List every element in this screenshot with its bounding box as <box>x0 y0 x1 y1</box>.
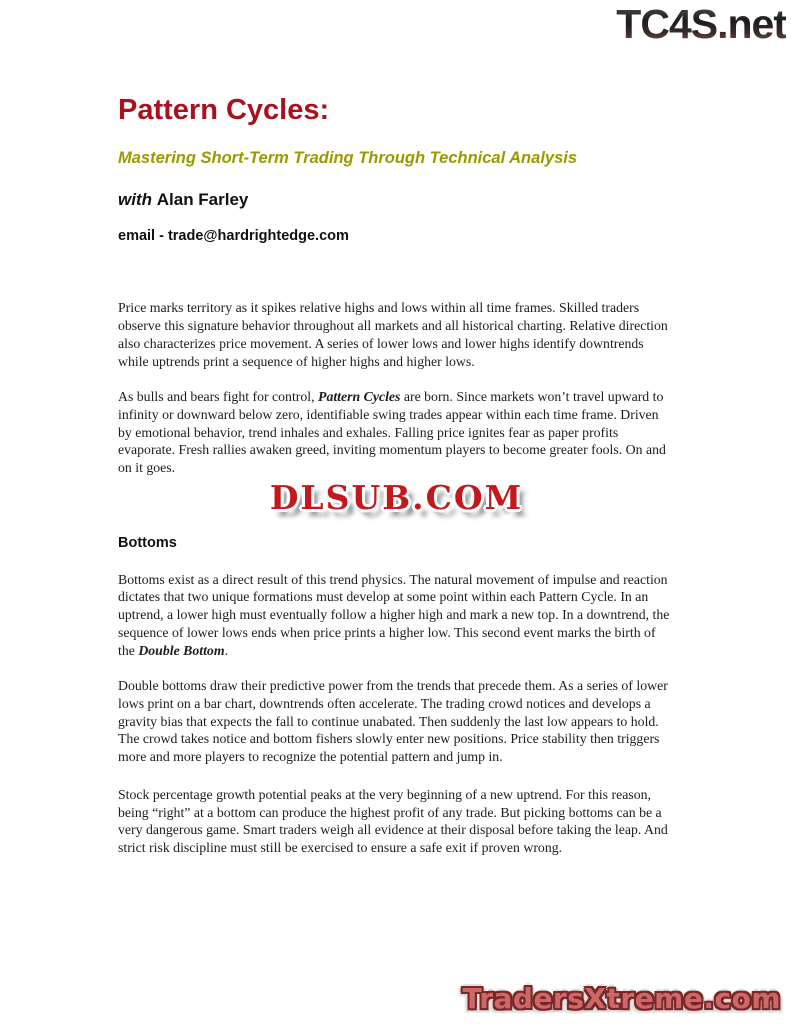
intro-paragraph-1: Price marks territory as it spikes relative highs and lows within all time frames. Skilled traders observe this signature behavior throughout all markets and all historical charting. Relative direction also characterizes price movement. A series of lower lows and lower highs identify downtrends while uptrends print a sequence of higher highs and higher lows. <box>118 300 668 369</box>
dlsub-watermark-badge: DLSUB.COM <box>269 477 524 517</box>
tradersxtreme-watermark-badge: TradersXtreme.com <box>462 982 781 1015</box>
page-title: Pattern Cycles: <box>118 94 330 126</box>
author-byline <box>118 190 675 210</box>
double-bottom-emphasis: Double Bottom <box>138 642 225 658</box>
dlsub-watermark-container <box>118 478 675 524</box>
bottoms-paragraph-1-before: Bottoms exist as a direct result of this trend physics. The natural movement of impulse and reaction dictates that two unique formations must develop at some point within each Pattern Cycle. In an uptrend, a lower high must eventually follow a higher high and mark a new top. In a downtrend, the sequence of lower lows ends when price prints a higher low. This second event marks the birth of the <box>118 571 670 658</box>
intro-paragraph-2 <box>118 388 675 477</box>
bottoms-paragraph-1 <box>118 571 675 660</box>
tc4s-watermark-logo: TC4S.net <box>616 1 786 47</box>
bottoms-paragraph-1-after: . <box>224 642 229 658</box>
contact-email: email - trade@hardrightedge.com <box>118 228 349 245</box>
page-subtitle: Mastering Short-Term Trading Through Technical Analysis <box>118 149 578 168</box>
pattern-cycles-emphasis: Pattern Cycles <box>318 389 401 405</box>
intro-paragraph-2-after: are born. Since markets won’t travel upward to infinity or downward below zero, identifiable swing trades appear within each time frame. Driven by emotional behavior, trend inhales and exhales. Falling price ignites fear as paper profits evaporate. Fresh rallies awaken greed, inviting momentum players to become greater fools. On and on it goes. <box>118 389 666 476</box>
byline-author-name: Alan Farley <box>156 190 249 210</box>
bottoms-paragraph-3: Stock percentage growth potential peaks at the very beginning of a new uptrend. For this reason, being “right” at a bottom can produce the highest profit of any trade. But picking bottoms can be a very dangerous game. Smart traders weigh all evidence at their disposal before taking the leap. And strict risk discipline must still be exercised to ensure a safe exit if proven wrong. <box>118 786 668 855</box>
bottoms-paragraph-2: Double bottoms draw their predictive power from the trends that precede them. As a series of lower lows print on a bar chart, downtrends often accelerate. The trading crowd notices and develops a gravity bias that expects the fall to continue unabated. Then suddenly the last low appears to hold. The crowd takes notice and bottom fishers slowly enter new positions. Price stability then triggers more and more players to recognize the potential pattern and jump in. <box>118 678 668 765</box>
byline-prefix: with <box>118 190 152 210</box>
document-content <box>118 0 675 857</box>
section-heading-bottoms: Bottoms <box>118 534 177 551</box>
intro-paragraph-2-before: As bulls and bears fight for control, <box>118 389 319 405</box>
